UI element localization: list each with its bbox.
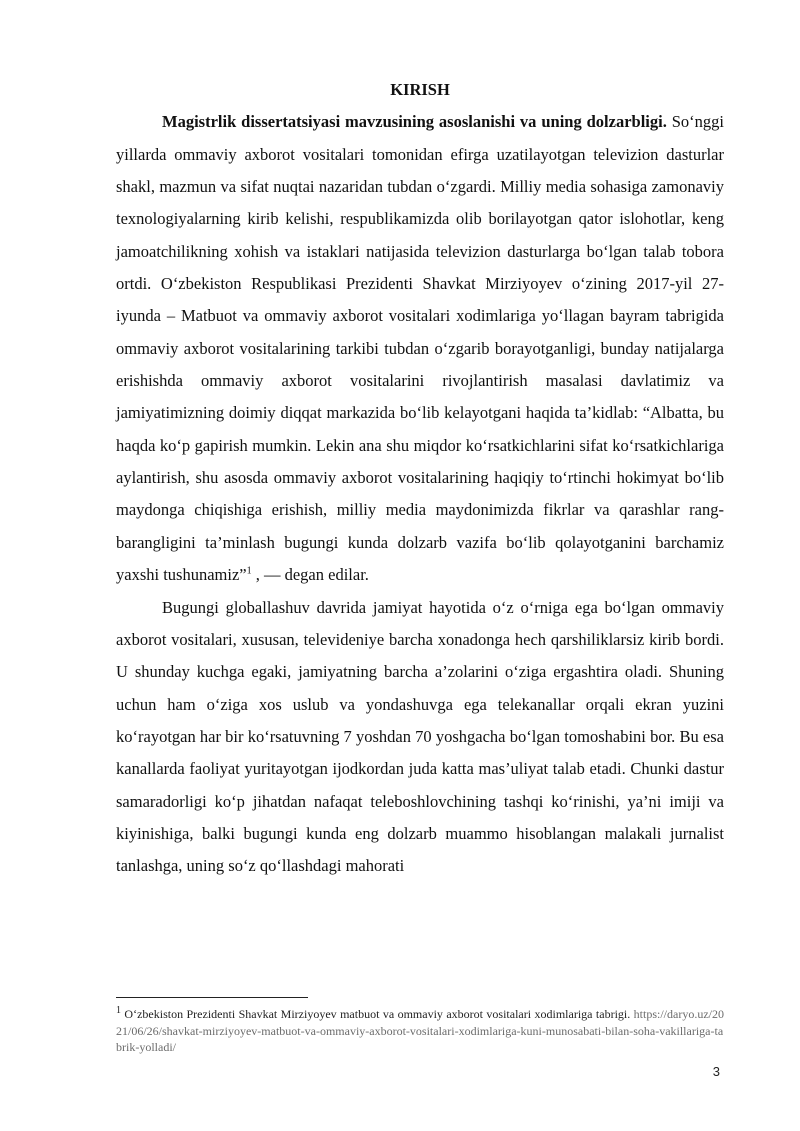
footnote-divider (116, 997, 308, 998)
footnote-link[interactable]: https://daryo.uz/2021/06/26/shavkat-mirziyoyev-matbuot-va-ommaviy-axborot-vositalari-xodimlariga-kuni-munosabati-bilan-soha-vakillariga-tabrik-yolladi/ (116, 1007, 724, 1054)
main-text (116, 74, 724, 883)
paragraph-body: So‘nggi yillarda ommaviy axborot vositalari tomonidan efirga uzatilayotgan televizion dasturlar shakl, mazmun va sifat nuqtai nazaridan tubdan o‘zgardi. Milliy media sohasiga zamonaviy texnologiyalarning kirib kelishi, respublikamizda olib borilayotgan qator islohotlar, keng jamoatchilikning xohish va istaklari natijasida televizion dasturlarga bo‘lgan talab tobora ortdi. O‘zbekiston Respublikasi Prezidenti Shavkat Mirziyoyev o‘zining 2017-yil 27-iyunda – Matbuot va ommaviy axborot vositalari xodimlariga yo‘llagan bayram tabrigida ommaviy axborot vositalarining tarkibi tubdan o‘zgarib borayotganligi, bunday natijalarga erishishda ommaviy axborot vositalarini rivojlantirish masalasi davlatimiz va jamiyatimizning doimiy diqqat markazida bo‘lib kelayotgani haqida ta’kidlab: “Albatta, bu haqda ko‘p gapirish mumkin. Lekin ana shu miqdor ko‘rsatkichlarini sifat ko‘rsatkichlariga aylantirish, shu asosda ommaviy axborot vositalarining haqiqiy to‘rtinchi hokimyat bo‘lib maydonga chiqishiga erishish, milliy media maydonimizda fikrlar va qarashlar rang-barangligini ta’minlash bugungi kunda dolzarb vazifa bo‘lib qolayotganini barchamiz yaxshi tushunamiz” (116, 112, 724, 585)
footnote-text: O‘zbekiston Prezidenti Shavkat Mirziyoyev matbuot va ommaviy axborot vositalari xodimlariga tabrigi. (121, 1007, 634, 1021)
footnote-number: 1 (116, 1005, 121, 1016)
paragraph-globalization: Bugungi globallashuv davrida jamiyat hayotida o‘z o‘rniga ega bo‘lgan ommaviy axborot vositalari, xususan, televideniye barcha xonadonga hech qarshiliklarsiz kirib bordi. U shunday kuchga egaki, jamiyatning barcha a’zolarini o‘ziga ergashtira oladi. Shuning uchun ham o‘ziga xos uslub va yondashuvga ega telekanallar orqali ekran yuzini ko‘rayotgan har bir ko‘rsatuvning 7 yoshdan 70 yoshgacha bo‘lgan tomoshabini bor. Bu esa kanallarda faoliyat yuritayotgan ijodkordan juda katta mas’uliyat talab etadi. Chunki dastur samaradorligi ko‘p jihatdan nafaqat teleboshlovchining tashqi ko‘rinishi, ya’ni imiji va kiyinishiga, balki bugungi kunda eng dolzarb muammo hisoblangan malakali jurnalist tanlashga, uning so‘z qo‘llashdagi mahorati (116, 597, 724, 876)
paragraph-relevance (116, 106, 724, 591)
paragraph-tail: , — degan edilar. (251, 565, 369, 585)
footnote (116, 1006, 724, 1056)
footnote-reference[interactable]: 1 (246, 565, 252, 577)
page-number: 3 (712, 1064, 720, 1079)
section-heading: Magistrlik dissertatsiyasi mavzusining asoslanishi va uning dolzarbligi. (162, 112, 667, 132)
page-title: KIRISH (390, 80, 450, 99)
